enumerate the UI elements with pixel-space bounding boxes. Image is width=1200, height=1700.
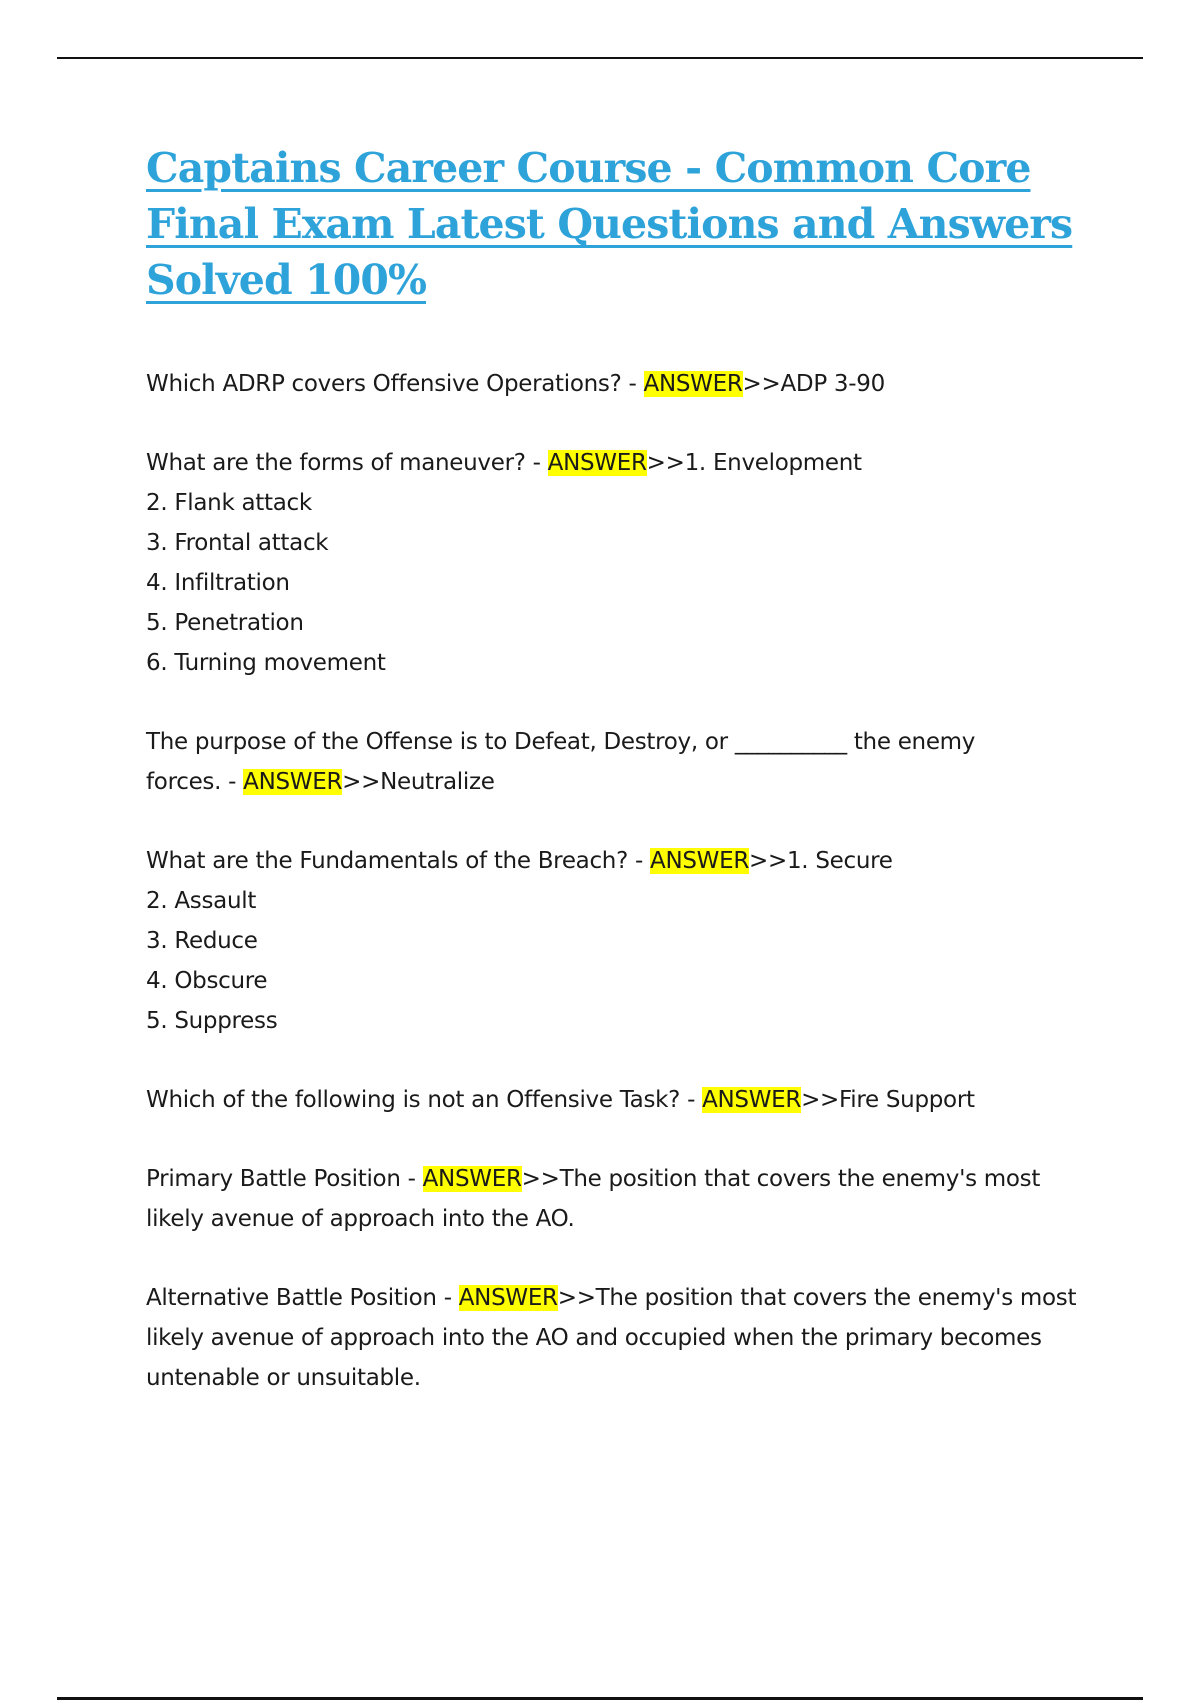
qa-item bbox=[146, 364, 1106, 404]
answer-text: >>The position that covers the enemy's most bbox=[557, 1285, 1077, 1311]
answer-line: 4. Obscure bbox=[146, 968, 268, 994]
answer-keyword: ANSWER bbox=[547, 450, 647, 476]
answer-line: 5. Suppress bbox=[146, 1008, 278, 1034]
answer-text: >>The position that covers the enemy's most bbox=[521, 1166, 1041, 1192]
qa-item bbox=[146, 443, 1106, 683]
qa-item bbox=[146, 722, 1106, 802]
answer-keyword: ANSWER bbox=[650, 848, 750, 874]
qa-line bbox=[146, 443, 1106, 483]
question-text: forces. - bbox=[146, 769, 244, 795]
question-text: Primary Battle Position - bbox=[146, 1166, 423, 1192]
answer-keyword: ANSWER bbox=[458, 1285, 558, 1311]
answer-keyword: ANSWER bbox=[422, 1166, 522, 1192]
page-top-rule bbox=[57, 57, 1143, 59]
qa-line bbox=[146, 1159, 1106, 1199]
qa-item bbox=[146, 1080, 1106, 1120]
answer-text: >>Neutralize bbox=[342, 769, 495, 795]
answer-text: >>1. Secure bbox=[749, 848, 893, 874]
answer-keyword: ANSWER bbox=[702, 1087, 802, 1113]
qa-item bbox=[146, 841, 1106, 1041]
question-text: Which of the following is not an Offensive Task? - bbox=[146, 1087, 703, 1113]
answer-line: 3. Reduce bbox=[146, 928, 258, 954]
qa-line bbox=[146, 841, 1106, 881]
qa-line bbox=[146, 1080, 1106, 1120]
question-text: What are the forms of maneuver? - bbox=[146, 450, 548, 476]
qa-line bbox=[146, 762, 1106, 802]
answer-line: likely avenue of approach into the AO and occupied when the primary becomes bbox=[146, 1325, 1042, 1351]
question-text: Which ADRP covers Offensive Operations? - bbox=[146, 371, 644, 397]
answer-line: likely avenue of approach into the AO. bbox=[146, 1206, 575, 1232]
document-body bbox=[146, 140, 1106, 1437]
answer-line: 2. Flank attack bbox=[146, 490, 312, 516]
question-text: Alternative Battle Position - bbox=[146, 1285, 459, 1311]
answer-line: untenable or unsuitable. bbox=[146, 1365, 421, 1391]
question-text: What are the Fundamentals of the Breach? - bbox=[146, 848, 651, 874]
answer-keyword: ANSWER bbox=[243, 769, 343, 795]
qa-item bbox=[146, 1159, 1106, 1239]
answer-line: 2. Assault bbox=[146, 888, 257, 914]
answer-keyword: ANSWER bbox=[643, 371, 743, 397]
answer-line: 4. Infiltration bbox=[146, 570, 290, 596]
qa-list bbox=[146, 364, 1106, 1398]
document-title: Captains Career Course - Common Core Final Exam Latest Questions and Answers Solved 100% bbox=[146, 144, 1073, 304]
answer-text: >>ADP 3-90 bbox=[742, 371, 885, 397]
qa-line bbox=[146, 364, 1106, 404]
qa-item bbox=[146, 1278, 1106, 1398]
answer-line: 6. Turning movement bbox=[146, 650, 386, 676]
answer-text: >>Fire Support bbox=[801, 1087, 975, 1113]
answer-line: 3. Frontal attack bbox=[146, 530, 329, 556]
answer-text: >>1. Envelopment bbox=[646, 450, 862, 476]
qa-line bbox=[146, 1278, 1106, 1318]
question-line: The purpose of the Offense is to Defeat, Destroy, or __________ the enemy bbox=[146, 729, 976, 755]
answer-line: 5. Penetration bbox=[146, 610, 304, 636]
